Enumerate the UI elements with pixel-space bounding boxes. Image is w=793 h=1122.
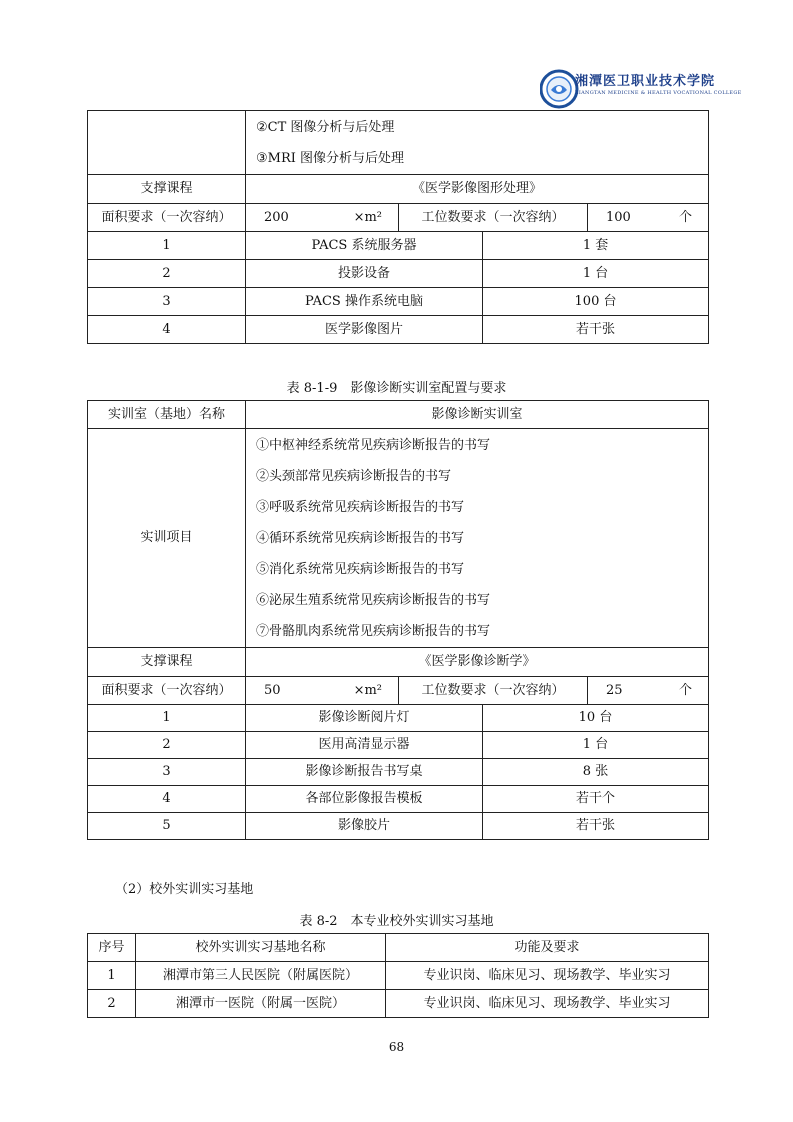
row-number: 1	[88, 705, 246, 732]
list-item: ⑤消化系统常见疾病诊断报告的书写	[256, 561, 465, 577]
table-external-bases	[87, 933, 709, 1018]
table-caption: 表 8-2 本专业校外实训实习基地	[299, 914, 494, 929]
stations-label: 工位数要求（一次容纳）	[399, 204, 588, 232]
equipment-qty: 100 台	[483, 288, 709, 316]
equipment-name: 影像胶片	[246, 813, 483, 840]
table-row	[88, 786, 709, 813]
project-list	[246, 111, 709, 175]
row-number: 2	[88, 260, 246, 288]
base-function: 专业识岗、临床见习、现场教学、毕业实习	[386, 962, 709, 990]
table-imaging-processing	[87, 110, 709, 344]
table-imaging-diagnosis	[87, 400, 709, 840]
area-value: 200	[264, 209, 289, 225]
column-header: 校外实训实习基地名称	[136, 934, 386, 962]
course-value: 《医学影像图形处理》	[246, 175, 709, 204]
area-label: 面积要求（一次容纳）	[88, 204, 246, 232]
area-unit: ×m²	[353, 682, 382, 698]
project-list	[246, 429, 709, 648]
row-number: 1	[88, 232, 246, 260]
equipment-qty: 1 套	[483, 232, 709, 260]
equipment-name: 影像诊断报告书写桌	[246, 759, 483, 786]
list-item: ③MRI 图像分析与后处理	[256, 150, 405, 166]
list-item: ④循环系统常见疾病诊断报告的书写	[256, 530, 465, 546]
base-name: 湘潭市一医院（附属一医院）	[136, 990, 386, 1018]
equipment-name: PACS 操作系统电脑	[246, 288, 483, 316]
equipment-qty: 1 台	[483, 732, 709, 759]
row-number: 4	[88, 786, 246, 813]
section-heading: （2）校外实训实习基地	[115, 882, 254, 897]
table-header-row	[88, 934, 709, 962]
equipment-name: 各部位影像报告模板	[246, 786, 483, 813]
table-row	[88, 732, 709, 759]
base-function: 专业识岗、临床见习、现场教学、毕业实习	[386, 990, 709, 1018]
course-label: 支撑课程	[88, 648, 246, 677]
college-name: 湘潭医卫职业技术学院	[575, 74, 716, 89]
row-number: 5	[88, 813, 246, 840]
table-row	[88, 316, 709, 344]
stations-value: 100	[606, 209, 631, 225]
table-row	[88, 705, 709, 732]
equipment-name: 投影设备	[246, 260, 483, 288]
column-header: 功能及要求	[386, 934, 709, 962]
row-number: 2	[88, 732, 246, 759]
table-row	[88, 260, 709, 288]
row-number: 4	[88, 316, 246, 344]
equipment-qty: 若干张	[483, 813, 709, 840]
stations-label: 工位数要求（一次容纳）	[399, 677, 588, 705]
area-value: 50	[264, 682, 281, 698]
row-number: 1	[88, 962, 136, 990]
table-row	[88, 813, 709, 840]
course-value: 《医学影像诊断学》	[246, 648, 709, 677]
equipment-name: 医用高清显示器	[246, 732, 483, 759]
list-item: ⑥泌尿生殖系统常见疾病诊断报告的书写	[256, 592, 491, 608]
course-label: 支撑课程	[88, 175, 246, 204]
area-unit: ×m²	[353, 209, 382, 225]
row-number: 3	[88, 288, 246, 316]
stations-unit: 个	[679, 209, 693, 225]
area-label: 面积要求（一次容纳）	[88, 677, 246, 705]
room-name: 影像诊断实训室	[246, 401, 709, 429]
area-cell	[246, 677, 399, 705]
table-row	[88, 288, 709, 316]
table-row	[88, 759, 709, 786]
equipment-qty: 10 台	[483, 705, 709, 732]
list-item: ③呼吸系统常见疾病诊断报告的书写	[256, 499, 465, 515]
equipment-qty: 若干个	[483, 786, 709, 813]
project-label: 实训项目	[88, 429, 246, 648]
stations-value: 25	[606, 682, 623, 698]
area-cell	[246, 204, 399, 232]
equipment-qty: 若干张	[483, 316, 709, 344]
row-number: 2	[88, 990, 136, 1018]
stations-cell	[588, 204, 709, 232]
equipment-name: 影像诊断阅片灯	[246, 705, 483, 732]
college-name-en: XIANGTAN MEDICINE & HEALTH VOCATIONAL COLLEGE	[575, 90, 742, 96]
table-row	[88, 990, 709, 1018]
list-item: ②头颈部常见疾病诊断报告的书写	[256, 468, 452, 484]
stations-cell	[588, 677, 709, 705]
stations-unit: 个	[679, 682, 693, 698]
equipment-name: PACS 系统服务器	[246, 232, 483, 260]
table-caption: 表 8-1-9 影像诊断实训室配置与要求	[286, 381, 507, 396]
equipment-qty: 8 张	[483, 759, 709, 786]
list-item: ②CT 图像分析与后处理	[256, 119, 395, 135]
list-item: ①中枢神经系统常见疾病诊断报告的书写	[256, 437, 491, 453]
room-label: 实训室（基地）名称	[88, 401, 246, 429]
column-header: 序号	[88, 934, 136, 962]
page-number: 68	[388, 1040, 405, 1054]
table-row	[88, 232, 709, 260]
equipment-qty: 1 台	[483, 260, 709, 288]
table-row	[88, 962, 709, 990]
list-item: ⑦骨骼肌肉系统常见疾病诊断报告的书写	[256, 623, 491, 639]
row-number: 3	[88, 759, 246, 786]
base-name: 湘潭市第三人民医院（附属医院）	[136, 962, 386, 990]
equipment-name: 医学影像图片	[246, 316, 483, 344]
empty-cell	[88, 111, 246, 175]
